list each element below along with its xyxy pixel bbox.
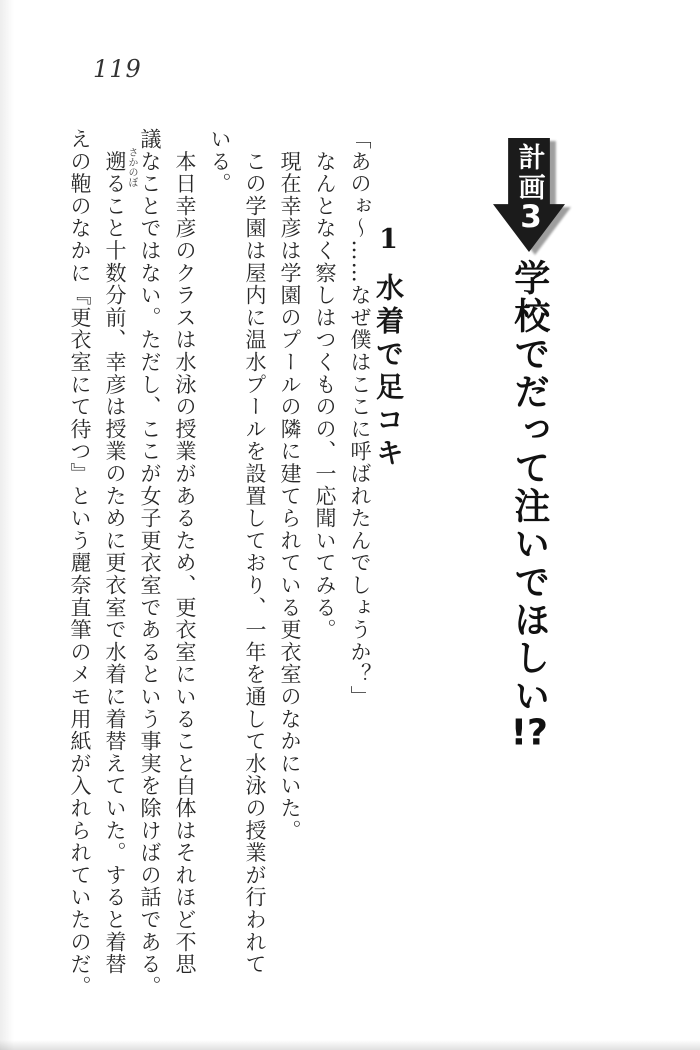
text-column: えの鞄のなかに『更衣室にて待つ』という麗奈直筆のメモ用紙が入れられていたのだ。 xyxy=(68,128,92,998)
chapter-title xyxy=(509,259,549,751)
chapter-banner-label: 計画 xyxy=(513,143,545,203)
text-column: なんとなく察しはつくものの、一応聞いてみる。 xyxy=(313,128,337,641)
page-number: 119 xyxy=(93,55,142,83)
text-column: 遡ること十数分前、幸彦は授業のために更衣室で水着に着替えていた。すると着替 xyxy=(103,128,127,976)
text-column: 議なことではない。ただし、ここが女子更衣室であるという事実を除けばの話である。 xyxy=(138,128,162,998)
text-column: この学園は屋内に温水プールを設置しており、一年を通して水泳の授業が行われて xyxy=(243,128,267,976)
furigana-annotation: さかのぼ xyxy=(126,147,137,187)
chapter-header xyxy=(492,138,566,751)
section-number: 1 xyxy=(379,226,398,253)
text-column: 本日幸彦のクラスは水泳の授業があるため、更衣室にいること自体はそれほど不思 xyxy=(173,128,197,976)
scan-shadow-left xyxy=(0,0,14,1050)
chapter-banner-number: 3 xyxy=(520,199,542,235)
body-text xyxy=(62,128,377,1028)
text-column: 「あのぉ〜……なぜ僕はここに呼ばれたんでしょうか？」 xyxy=(348,128,372,708)
section-title: 水着で足コキ xyxy=(372,273,405,471)
section-heading xyxy=(372,226,405,471)
scan-shadow-bottom xyxy=(0,1040,700,1050)
chapter-banner xyxy=(493,138,565,252)
chapter-title-main: 学校でだって注いでほしい xyxy=(508,259,550,715)
text-column: いる。 xyxy=(208,128,232,195)
chapter-title-punctuation: !? xyxy=(510,715,548,751)
text-column: 現在幸彦は学園のプールの隣に建てられている更衣室のなかにいた。 xyxy=(278,128,302,842)
